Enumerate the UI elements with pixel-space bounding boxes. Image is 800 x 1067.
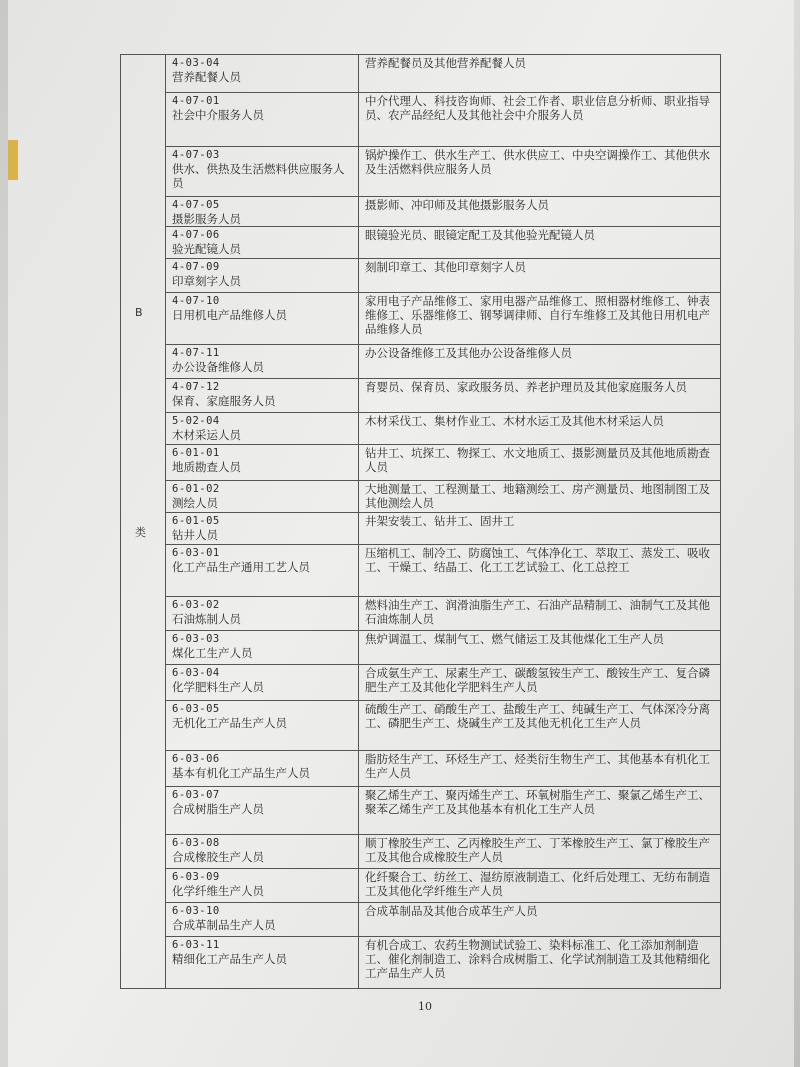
occupation-group-name: 钻井人员 [172,528,218,542]
occupation-list-cell: 合成革制品及其他合成革生产人员 [359,903,721,937]
occupation-code: 6-03-01 [172,547,220,559]
occupation-group-name: 日用机电产品维修人员 [172,308,287,322]
table-row [121,937,721,989]
occupation-group-name: 地质勘查人员 [172,460,241,474]
occupation-list-cell: 顺丁橡胶生产工、乙丙橡胶生产工、丁苯橡胶生产工、氯丁橡胶生产工及其他合成橡胶生产人员 [359,835,721,869]
table-row [121,835,721,869]
table-row [121,787,721,835]
occupation-code: 4-07-01 [172,95,220,107]
occupation-list-cell: 钻井工、坑探工、物探工、水文地质工、摄影测量员及其他地质勘查人员 [359,445,721,481]
table-row [121,597,721,631]
occupation-group-name: 煤化工生产人员 [172,646,253,660]
occupation-group-name: 化学肥料生产人员 [172,680,264,694]
occupation-code-cell [166,293,359,345]
category-cell [121,55,166,989]
occupation-code: 4-07-12 [172,381,220,393]
occupation-group-name: 无机化工产品生产人员 [172,716,287,730]
occupation-list-cell: 井架安装工、钻井工、固井工 [359,513,721,545]
table-row [121,259,721,293]
table-row [121,227,721,259]
occupation-code: 6-03-03 [172,633,220,645]
occupation-list-cell: 中介代理人、科技咨询师、社会工作者、职业信息分析师、职业指导员、农产品经纪人及其他社会中介服务人员 [359,93,721,147]
table-row [121,197,721,227]
table-row [121,701,721,751]
occupation-code: 6-03-07 [172,789,220,801]
occupation-table [120,54,721,989]
occupation-group-name: 办公设备维修人员 [172,360,264,374]
occupation-code-cell [166,227,359,259]
occupation-code-cell [166,55,359,93]
occupation-code: 6-03-10 [172,905,220,917]
table-row [121,93,721,147]
occupation-list-cell: 办公设备维修工及其他办公设备维修人员 [359,345,721,379]
occupation-group-name: 石油炼制人员 [172,612,241,626]
occupation-code: 4-03-04 [172,57,220,69]
occupation-code-cell [166,345,359,379]
adjacent-page-edge [8,140,18,180]
table-row [121,413,721,445]
table-row [121,751,721,787]
table-row [121,545,721,597]
occupation-group-name: 印章刻字人员 [172,274,241,288]
occupation-group-name: 木材采运人员 [172,428,241,442]
occupation-list-cell: 锅炉操作工、供水生产工、供水供应工、中央空调操作工、其他供水及生活燃料供应服务人员 [359,147,721,197]
category-letter: B [135,306,143,319]
occupation-code-cell [166,787,359,835]
occupation-list-cell: 育婴员、保育员、家政服务员、养老护理员及其他家庭服务人员 [359,379,721,413]
occupation-code-cell [166,259,359,293]
table-row [121,869,721,903]
occupation-code: 5-02-04 [172,415,220,427]
occupation-code-cell [166,937,359,989]
occupation-list-cell: 大地测量工、工程测量工、地籍测绘工、房产测量员、地图制图工及其他测绘人员 [359,481,721,513]
table-row [121,345,721,379]
occupation-code: 4-07-05 [172,199,220,211]
occupation-code-cell [166,147,359,197]
table-row [121,293,721,345]
occupation-list-cell: 化纤聚合工、纺丝工、湿纺原液制造工、化纤后处理工、无纺布制造工及其他化学纤维生产人员 [359,869,721,903]
occupation-code: 6-03-02 [172,599,220,611]
table-row [121,445,721,481]
occupation-list-cell: 聚乙烯生产工、聚丙烯生产工、环氧树脂生产工、聚氯乙烯生产工、聚苯乙烯生产工及其他基本有机化工生产人员 [359,787,721,835]
occupation-group-name: 精细化工产品生产人员 [172,952,287,966]
occupation-group-name: 验光配镜人员 [172,242,241,256]
occupation-code: 6-01-05 [172,515,220,527]
table-row [121,481,721,513]
occupation-code: 6-03-06 [172,753,220,765]
table-row [121,513,721,545]
occupation-group-name: 测绘人员 [172,496,218,510]
occupation-code: 4-07-10 [172,295,220,307]
table-row [121,379,721,413]
occupation-list-cell: 木材采伐工、集材作业工、木材水运工及其他木材采运人员 [359,413,721,445]
occupation-table-body [121,55,721,989]
table-row [121,903,721,937]
occupation-code-cell [166,869,359,903]
table-row [121,55,721,93]
occupation-code-cell [166,197,359,227]
table-row [121,147,721,197]
occupation-group-name: 供水、供热及生活燃料供应服务人员 [172,162,345,190]
occupation-code-cell [166,903,359,937]
category-suffix: 类 [135,526,146,539]
occupation-code-cell [166,835,359,869]
occupation-list-cell: 眼镜验光员、眼镜定配工及其他验光配镜人员 [359,227,721,259]
occupation-list-cell: 营养配餐员及其他营养配餐人员 [359,55,721,93]
occupation-list-cell: 刻制印章工、其他印章刻字人员 [359,259,721,293]
occupation-code-cell [166,597,359,631]
page-number: 10 [418,1000,432,1013]
occupation-group-name: 合成革制品生产人员 [172,918,276,932]
occupation-code: 4-07-11 [172,347,220,359]
occupation-code: 4-07-06 [172,229,220,241]
occupation-code: 6-01-01 [172,447,220,459]
occupation-code-cell [166,379,359,413]
occupation-code: 6-01-02 [172,483,220,495]
occupation-list-cell: 硫酸生产工、硝酸生产工、盐酸生产工、纯碱生产工、气体深冷分离工、磷肥生产工、烧碱生产工及其他无机化工生产人员 [359,701,721,751]
occupation-list-cell: 家用电子产品维修工、家用电器产品维修工、照相器材维修工、钟表维修工、乐器维修工、钢琴调律师、自行车维修工及其他日用机电产品维修人员 [359,293,721,345]
occupation-code-cell [166,413,359,445]
occupation-list-cell: 燃料油生产工、润滑油脂生产工、石油产品精制工、油制气工及其他石油炼制人员 [359,597,721,631]
occupation-group-name: 化工产品生产通用工艺人员 [172,560,310,574]
occupation-group-name: 社会中介服务人员 [172,108,264,122]
occupation-code-cell [166,481,359,513]
occupation-code: 4-07-09 [172,261,220,273]
occupation-list-cell: 合成氨生产工、尿素生产工、碳酸氢铵生产工、酸铵生产工、复合磷肥生产工及其他化学肥料生产人员 [359,665,721,701]
occupation-group-name: 合成橡胶生产人员 [172,850,264,864]
occupation-code: 6-03-09 [172,871,220,883]
occupation-code: 6-03-05 [172,703,220,715]
occupation-code: 6-03-11 [172,939,220,951]
occupation-group-name: 基本有机化工产品生产人员 [172,766,310,780]
occupation-code-cell [166,93,359,147]
table-row [121,665,721,701]
occupation-code-cell [166,701,359,751]
occupation-group-name: 合成树脂生产人员 [172,802,264,816]
occupation-group-name: 摄影服务人员 [172,212,241,226]
occupation-code-cell [166,665,359,701]
occupation-code: 4-07-03 [172,149,220,161]
occupation-list-cell: 焦炉调温工、煤制气工、燃气储运工及其他煤化工生产人员 [359,631,721,665]
table-row [121,631,721,665]
occupation-list-cell: 压缩机工、制冷工、防腐蚀工、气体净化工、萃取工、蒸发工、吸收工、干燥工、结晶工、化工工艺试验工、化工总控工 [359,545,721,597]
occupation-code-cell [166,445,359,481]
occupation-list-cell: 摄影师、冲印师及其他摄影服务人员 [359,197,721,227]
occupation-group-name: 营养配餐人员 [172,70,241,84]
occupation-group-name: 保育、家庭服务人员 [172,394,276,408]
occupation-code: 6-03-04 [172,667,220,679]
occupation-list-cell: 脂肪烃生产工、环烃生产工、烃类衍生物生产工、其他基本有机化工生产人员 [359,751,721,787]
occupation-code-cell [166,631,359,665]
occupation-code-cell [166,751,359,787]
occupation-list-cell: 有机合成工、农药生物测试试验工、染料标准工、化工添加剂制造工、催化剂制造工、涂料合成树脂工、化学试剂制造工及其他精细化工产品生产人员 [359,937,721,989]
occupation-code-cell [166,545,359,597]
occupation-code: 6-03-08 [172,837,220,849]
occupation-group-name: 化学纤维生产人员 [172,884,264,898]
occupation-code-cell [166,513,359,545]
